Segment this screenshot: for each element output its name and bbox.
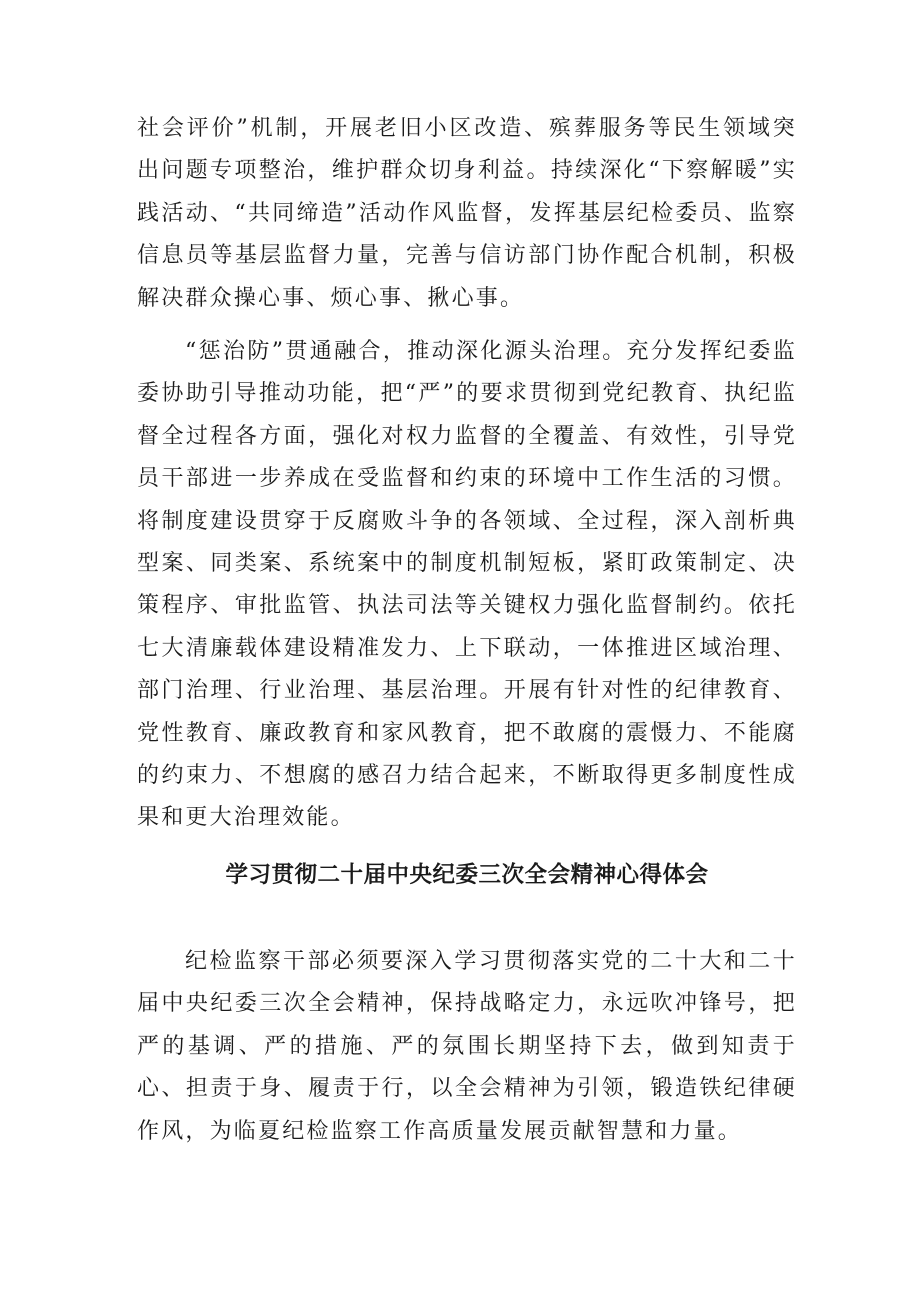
body-paragraph-2: “惩治防”贯通融合，推动深化源头治理。充分发挥纪委监委协助引导推动功能，把“严”的要求贯彻到党纪教育、执纪监督全过程各方面，强化对权力监督的全覆盖、有效性，引导党员干部进一步养成在受监督和约束的环境中工作生活的习惯。将制度建设贯穿于反腐败斗争的各领域、全过程，深入剖析典型案、同类案、系统案中的制度机制短板，紧盯政策制定、决策程序、审批监管、执法司法等关键权力强化监督制约。依托七大清廉载体建设精准发力、上下联动，一体推进区域治理、部门治理、行业治理、基层治理。开展有针对性的纪律教育、党性教育、廉政教育和家风教育，把不敢腐的震慑力、不能腐的约束力、不想腐的感召力结合起来，不断取得更多制度性成果和更大治理效能。	[137, 339, 797, 831]
body-paragraph-3: 纪检监察干部必须要深入学习贯彻落实党的二十大和二十届中央纪委三次全会精神，保持战略定力，永远吹冲锋号，把严的基调、严的措施、严的氛围长期坚持下去，做到知责于心、担责于身、履责于行，以全会精神为引领，锻造铁纪律硬作风，为临夏纪检监察工作高质量发展贡献智慧和力量。	[137, 949, 797, 1144]
section-heading: 学习贯彻二十届中央纪委三次全会精神心得体会	[225, 862, 709, 888]
body-paragraph-1: 社会评价”机制，开展老旧小区改造、殡葬服务等民生领域突出问题专项整治，维护群众切身利益。持续深化“下察解暖”实践活动、“共同缔造”活动作风监督，发挥基层纪检委员、监察信息员等基层监督力量，完善与信访部门协作配合机制，积极解决群众操心事、烦心事、揪心事。	[137, 116, 797, 311]
